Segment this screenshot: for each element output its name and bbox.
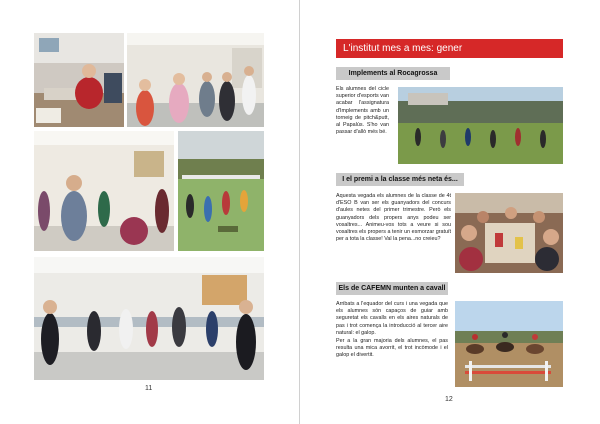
section-text-implements bbox=[336, 86, 389, 137]
paragraph: Els alumnes del cicle superior d'esports van acabar l'assignatura d'Implements amb un torneig de pitch&putt, al Papalús. S'ho van passar d'allò més bé. bbox=[336, 86, 389, 136]
photo-golf-field bbox=[398, 87, 563, 164]
photo-classroom-teacher-group bbox=[34, 131, 174, 251]
paragraph: Aquesta vegada els alumnes de la classe de 4t d'ESO B van ser els guanyadors del concurs d'aules netes del primer trimestre. Però els guanyadors dels propers anys podeu ser vosaltres... Animeu-vos tots a veure si sou vosaltres els propers a tenir un esmorzar gratuït per a tota la classe! Val la pena...no creieu? bbox=[336, 193, 451, 243]
section-text-horses bbox=[336, 301, 448, 361]
photo-outdoor-field-activity bbox=[178, 131, 264, 251]
section-heading-implements: Implements al Rocagrossa bbox=[336, 67, 450, 80]
photo-classroom-dance-lesson bbox=[34, 257, 264, 380]
paragraph: Per a la gran majoria dels alumnes, el pas resulta una mica avorrit, el trot incòmode i el galop el divertit. bbox=[336, 338, 448, 359]
section-heading-clean-class: I el premi a la classe més neta és... bbox=[336, 173, 464, 186]
page-banner: L'institut mes a mes: gener bbox=[336, 39, 563, 58]
section-heading-horses: Els de CAFEMN munten a cavall bbox=[336, 282, 448, 295]
photo-breakfast-class bbox=[455, 193, 563, 273]
page-fold bbox=[299, 0, 300, 424]
section-text-clean-class bbox=[336, 193, 451, 244]
page-number-right: 12 bbox=[445, 396, 453, 403]
photo-horse-riding bbox=[455, 301, 563, 387]
photo-classroom-dancing-students bbox=[127, 33, 264, 127]
page-number-left: 11 bbox=[145, 385, 153, 392]
photo-classroom-board-games bbox=[34, 33, 124, 127]
paragraph: Arribats a l'equador del curs i una vegada que els alumnes són capaços de guiar amb seguretat els cavalls en els aires naturals de pas i trot comença la introducció al tercer aire natural: el galop. bbox=[336, 301, 448, 336]
